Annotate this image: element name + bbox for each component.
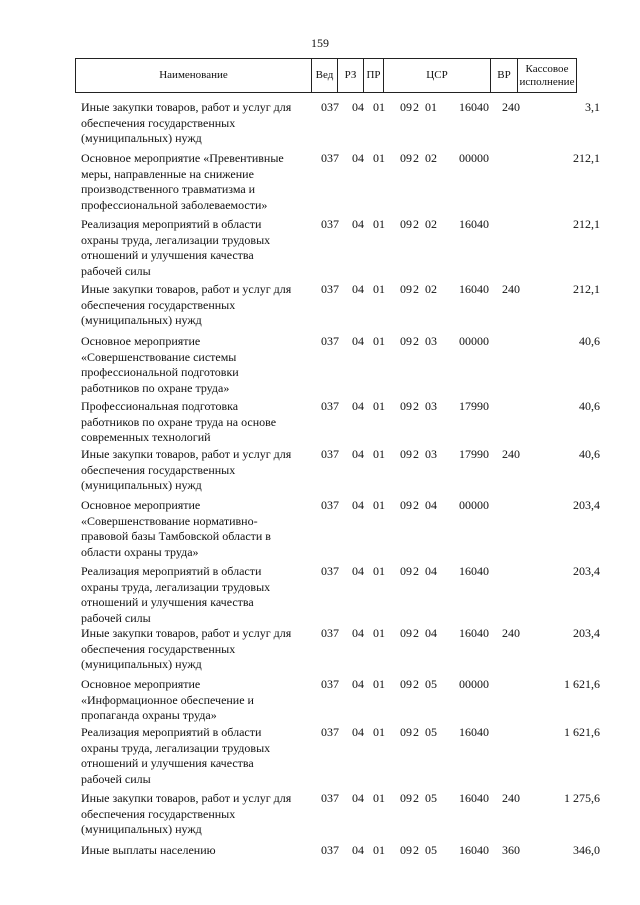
row-csr-subprogram: 2	[413, 564, 419, 578]
row-sum: 346,0	[573, 843, 600, 857]
row-csr-direction: 00000	[459, 151, 489, 165]
row-csr-direction: 16040	[459, 282, 489, 296]
row-name: Основное мероприятие «Совершенствование нормативно-правовой базы Тамбовской области в области охраны труда»	[81, 498, 271, 559]
table-row	[0, 564, 640, 626]
row-pr: 01	[373, 399, 385, 413]
row-csr-program: 09	[400, 447, 412, 461]
row-csr-program: 09	[400, 791, 412, 805]
row-csr-direction: 16040	[459, 217, 489, 231]
row-csr-event: 02	[425, 217, 437, 231]
table-row	[0, 282, 640, 334]
row-rz: 04	[352, 282, 364, 296]
row-vr: 360	[502, 843, 520, 857]
row-csr-program: 09	[400, 843, 412, 857]
row-csr-event: 05	[425, 791, 437, 805]
row-ved: 037	[321, 447, 339, 461]
row-csr-event: 04	[425, 498, 437, 512]
row-sum: 1 621,6	[564, 677, 600, 691]
table-row	[0, 151, 640, 217]
row-name: Основное мероприятие «Информационное обеспечение и пропаганда охраны труда»	[81, 677, 254, 723]
row-csr-subprogram: 2	[413, 677, 419, 691]
table-row	[0, 498, 640, 564]
row-name: Реализация мероприятий в области охраны труда, легализации трудовых отношений и улучшения качества рабочей силы	[81, 217, 271, 278]
header-rz: РЗ	[338, 59, 364, 93]
table-row	[0, 791, 640, 843]
row-csr-subprogram: 2	[413, 334, 419, 348]
row-rz: 04	[352, 725, 364, 739]
row-pr: 01	[373, 498, 385, 512]
row-csr-subprogram: 2	[413, 151, 419, 165]
row-sum: 203,4	[573, 626, 600, 640]
row-sum: 3,1	[585, 100, 600, 114]
row-ved: 037	[321, 282, 339, 296]
row-name: Иные закупки товаров, работ и услуг для обеспечения государственных (муниципальных) нужд	[81, 100, 292, 146]
page-number: 159	[311, 36, 329, 50]
row-ved: 037	[321, 399, 339, 413]
row-pr: 01	[373, 626, 385, 640]
row-name: Реализация мероприятий в области охраны труда, легализации трудовых отношений и улучшения качества рабочей силы	[81, 564, 271, 625]
row-csr-program: 09	[400, 151, 412, 165]
row-csr-program: 09	[400, 399, 412, 413]
row-csr-subprogram: 2	[413, 843, 419, 857]
row-csr-subprogram: 2	[413, 725, 419, 739]
table-body	[0, 100, 640, 863]
row-rz: 04	[352, 843, 364, 857]
row-csr-subprogram: 2	[413, 282, 419, 296]
row-sum: 203,4	[573, 564, 600, 578]
row-csr-subprogram: 2	[413, 399, 419, 413]
table-row	[0, 626, 640, 677]
row-pr: 01	[373, 725, 385, 739]
row-csr-event: 03	[425, 334, 437, 348]
row-csr-direction: 16040	[459, 564, 489, 578]
row-csr-direction: 16040	[459, 725, 489, 739]
row-vr: 240	[502, 791, 520, 805]
row-csr-program: 09	[400, 677, 412, 691]
row-rz: 04	[352, 677, 364, 691]
row-csr-direction: 00000	[459, 677, 489, 691]
row-ved: 037	[321, 100, 339, 114]
header-csr: ЦСР	[384, 59, 491, 93]
row-ved: 037	[321, 677, 339, 691]
row-rz: 04	[352, 334, 364, 348]
row-rz: 04	[352, 399, 364, 413]
row-csr-event: 02	[425, 151, 437, 165]
row-rz: 04	[352, 791, 364, 805]
row-sum: 212,1	[573, 282, 600, 296]
row-csr-direction: 17990	[459, 399, 489, 413]
row-csr-program: 09	[400, 217, 412, 231]
table-row	[0, 843, 640, 863]
row-csr-program: 09	[400, 282, 412, 296]
row-pr: 01	[373, 447, 385, 461]
row-pr: 01	[373, 217, 385, 231]
row-pr: 01	[373, 843, 385, 857]
row-rz: 04	[352, 217, 364, 231]
row-csr-program: 09	[400, 498, 412, 512]
header-name: Наименование	[76, 59, 312, 93]
header-sum: Кассовое исполнение	[518, 59, 577, 93]
row-ved: 037	[321, 843, 339, 857]
row-name: Реализация мероприятий в области охраны труда, легализации трудовых отношений и улучшения качества рабочей силы	[81, 725, 271, 786]
row-csr-subprogram: 2	[413, 447, 419, 461]
row-name: Основное мероприятие «Совершенствование системы профессиональной подготовки работников по охране труда»	[81, 334, 239, 395]
row-csr-direction: 17990	[459, 447, 489, 461]
row-pr: 01	[373, 334, 385, 348]
row-ved: 037	[321, 725, 339, 739]
row-name: Иные закупки товаров, работ и услуг для обеспечения государственных (муниципальных) нужд	[81, 447, 292, 493]
row-vr: 240	[502, 100, 520, 114]
row-name: Иные закупки товаров, работ и услуг для обеспечения государственных (муниципальных) нужд	[81, 626, 292, 672]
row-csr-direction: 00000	[459, 498, 489, 512]
header-pr: ПР	[364, 59, 384, 93]
row-sum: 40,6	[579, 447, 600, 461]
row-csr-event: 01	[425, 100, 437, 114]
row-ved: 037	[321, 498, 339, 512]
row-csr-direction: 16040	[459, 843, 489, 857]
row-rz: 04	[352, 626, 364, 640]
row-rz: 04	[352, 447, 364, 461]
row-sum: 40,6	[579, 334, 600, 348]
row-vr: 240	[502, 626, 520, 640]
row-csr-subprogram: 2	[413, 626, 419, 640]
row-csr-program: 09	[400, 564, 412, 578]
table-row	[0, 725, 640, 791]
row-vr: 240	[502, 282, 520, 296]
row-csr-subprogram: 2	[413, 498, 419, 512]
row-csr-program: 09	[400, 626, 412, 640]
row-sum: 1 275,6	[564, 791, 600, 805]
row-vr: 240	[502, 447, 520, 461]
row-csr-event: 05	[425, 677, 437, 691]
header-vr: ВР	[491, 59, 518, 93]
row-csr-direction: 16040	[459, 626, 489, 640]
table-row	[0, 100, 640, 151]
row-sum: 212,1	[573, 217, 600, 231]
row-pr: 01	[373, 282, 385, 296]
row-csr-event: 05	[425, 725, 437, 739]
row-rz: 04	[352, 100, 364, 114]
row-rz: 04	[352, 151, 364, 165]
row-ved: 037	[321, 626, 339, 640]
row-rz: 04	[352, 564, 364, 578]
table-row	[0, 447, 640, 498]
row-name: Иные закупки товаров, работ и услуг для обеспечения государственных (муниципальных) нужд	[81, 282, 292, 328]
table-header	[75, 58, 577, 93]
row-csr-program: 09	[400, 725, 412, 739]
table-row	[0, 334, 640, 399]
table-row	[0, 677, 640, 725]
row-name: Иные закупки товаров, работ и услуг для обеспечения государственных (муниципальных) нужд	[81, 791, 292, 837]
table-row	[0, 217, 640, 282]
row-pr: 01	[373, 791, 385, 805]
row-name: Иные выплаты населению	[81, 843, 216, 857]
row-sum: 40,6	[579, 399, 600, 413]
row-csr-direction: 16040	[459, 100, 489, 114]
row-pr: 01	[373, 677, 385, 691]
row-csr-event: 04	[425, 564, 437, 578]
header-ved: Вед	[312, 59, 338, 93]
row-sum: 1 621,6	[564, 725, 600, 739]
row-csr-event: 03	[425, 447, 437, 461]
row-csr-subprogram: 2	[413, 791, 419, 805]
row-pr: 01	[373, 100, 385, 114]
row-name: Профессиональная подготовка работников по охране труда на основе современных технологий	[81, 399, 277, 445]
row-ved: 037	[321, 334, 339, 348]
row-ved: 037	[321, 564, 339, 578]
row-csr-direction: 16040	[459, 791, 489, 805]
row-sum: 212,1	[573, 151, 600, 165]
row-csr-event: 03	[425, 399, 437, 413]
row-sum: 203,4	[573, 498, 600, 512]
row-rz: 04	[352, 498, 364, 512]
row-csr-event: 04	[425, 626, 437, 640]
row-csr-program: 09	[400, 334, 412, 348]
row-csr-subprogram: 2	[413, 100, 419, 114]
row-ved: 037	[321, 791, 339, 805]
row-csr-event: 02	[425, 282, 437, 296]
row-csr-event: 05	[425, 843, 437, 857]
table-row	[0, 399, 640, 447]
row-ved: 037	[321, 151, 339, 165]
row-pr: 01	[373, 564, 385, 578]
row-csr-direction: 00000	[459, 334, 489, 348]
row-name: Основное мероприятие «Превентивные меры, направленные на снижение производственного травматизма и профессиональной заболеваемости»	[81, 151, 284, 212]
row-csr-program: 09	[400, 100, 412, 114]
row-pr: 01	[373, 151, 385, 165]
row-ved: 037	[321, 217, 339, 231]
row-csr-subprogram: 2	[413, 217, 419, 231]
